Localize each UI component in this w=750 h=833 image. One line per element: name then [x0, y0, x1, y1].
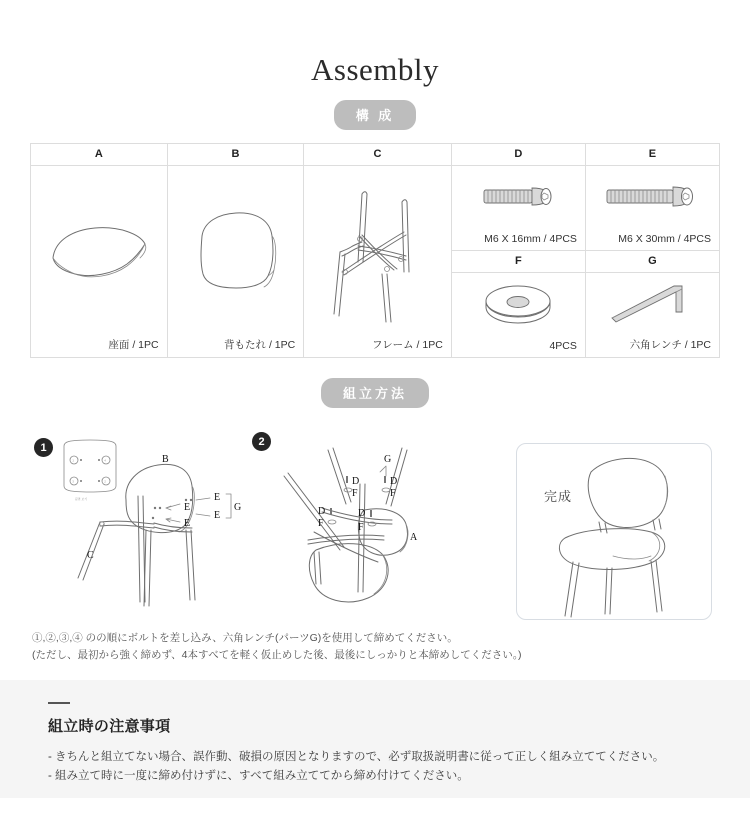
- parts-cell-a: [31, 144, 168, 357]
- finished-chair-icon: [517, 444, 713, 621]
- step2-label-d-2: D: [390, 476, 398, 487]
- step2-label-f-2: F: [390, 488, 396, 499]
- svg-text:3: 3: [72, 479, 74, 484]
- step2-label-f-3: F: [318, 518, 324, 529]
- parts-header-e: E: [586, 144, 719, 166]
- components-badge: 構 成: [334, 100, 417, 130]
- step1-label-c: C: [87, 550, 94, 561]
- finished-box: [516, 443, 712, 620]
- parts-header-g: G: [586, 251, 719, 273]
- step1-label-e-3: E: [214, 492, 221, 503]
- step-1-number: 1: [34, 438, 53, 457]
- step2-label-a: A: [410, 532, 418, 543]
- step2-label-g: G: [384, 454, 392, 465]
- parts-caption-b: 背もたれ / 1PC: [224, 339, 296, 351]
- step-1: [34, 438, 249, 613]
- svg-text:4: 4: [104, 458, 106, 463]
- step1-inset-caption: 뒷면 보기: [74, 497, 88, 501]
- step1-label-e-2: E: [184, 518, 191, 529]
- svg-text:2: 2: [104, 479, 106, 484]
- step-2: [252, 432, 452, 614]
- parts-cell-g: [586, 251, 719, 357]
- parts-caption-g: 六角レンチ / 1PC: [629, 339, 712, 351]
- finished-label: 完成: [544, 489, 573, 504]
- step-2-number: 2: [252, 432, 271, 451]
- page-title: Assembly: [311, 52, 439, 87]
- caution-title: 組立時の注意事項: [48, 718, 171, 735]
- parts-header-c: C: [304, 144, 451, 166]
- caution-section: [0, 680, 750, 798]
- parts-cell-e: [586, 144, 719, 250]
- step2-label-d-1: D: [352, 476, 360, 487]
- parts-caption-e: M6 X 30mm / 4PCS: [618, 233, 712, 245]
- bolt-short-icon: [452, 166, 585, 228]
- parts-caption-d: M6 X 16mm / 4PCS: [484, 233, 577, 245]
- step1-label-g: G: [234, 502, 242, 513]
- method-badge: 組立方法: [321, 378, 429, 408]
- parts-cell-f: [452, 251, 586, 357]
- parts-cell-b: [168, 144, 305, 357]
- frame-icon: [304, 166, 451, 335]
- svg-text:1: 1: [72, 458, 74, 463]
- parts-caption-a: 座面 / 1PC: [108, 339, 159, 351]
- caution-divider: [48, 702, 70, 704]
- parts-caption-f: 4PCS: [549, 340, 577, 352]
- assembly-note-line-2: (ただし、最初から強く締めず、4本すべてを軽く仮止めした後、最後にしっかりと本締めしてください。): [32, 649, 522, 661]
- parts-caption-c: フレーム / 1PC: [372, 339, 443, 351]
- step2-label-d-4: D: [358, 508, 366, 519]
- caution-line-2: - 組み立て時に一度に締め付けずに、すべて組み立ててから締め付けてください。: [48, 770, 469, 782]
- parts-hardware-group: [452, 144, 719, 357]
- parts-header-a: A: [31, 144, 167, 166]
- step1-label-b: B: [162, 454, 169, 465]
- step1-label-e-1: E: [184, 502, 191, 513]
- caution-line-1: - きちんと組立てない場合、誤作動、破損の原因となりますので、必ず取扱説明書に従って正しく組み立ててください。: [48, 751, 665, 763]
- step2-label-d-3: D: [318, 506, 326, 517]
- hex-wrench-icon: [586, 273, 719, 335]
- parts-cell-d: [452, 144, 586, 250]
- washer-icon: [452, 273, 585, 335]
- bolt-long-icon: [586, 166, 719, 228]
- step2-label-f-4: F: [358, 522, 364, 533]
- assembly-steps: [0, 430, 750, 635]
- parts-header-d: D: [452, 144, 585, 166]
- components-badge-wrap: [0, 100, 750, 130]
- assembly-notes: [32, 630, 722, 664]
- step1-label-e-4: E: [214, 510, 221, 521]
- backrest-icon: [168, 166, 304, 335]
- parts-cell-c: [304, 144, 452, 357]
- parts-header-f: F: [452, 251, 585, 273]
- parts-table: [30, 143, 720, 358]
- step2-label-f-1: F: [352, 488, 358, 499]
- seat-icon: [31, 166, 167, 335]
- parts-header-b: B: [168, 144, 304, 166]
- method-badge-wrap: [0, 378, 750, 408]
- assembly-note-line-1: ①,②,③,④ のの順にボルトを差し込み、六角レンチ(パーツG)を使用して締めてください。: [32, 632, 458, 644]
